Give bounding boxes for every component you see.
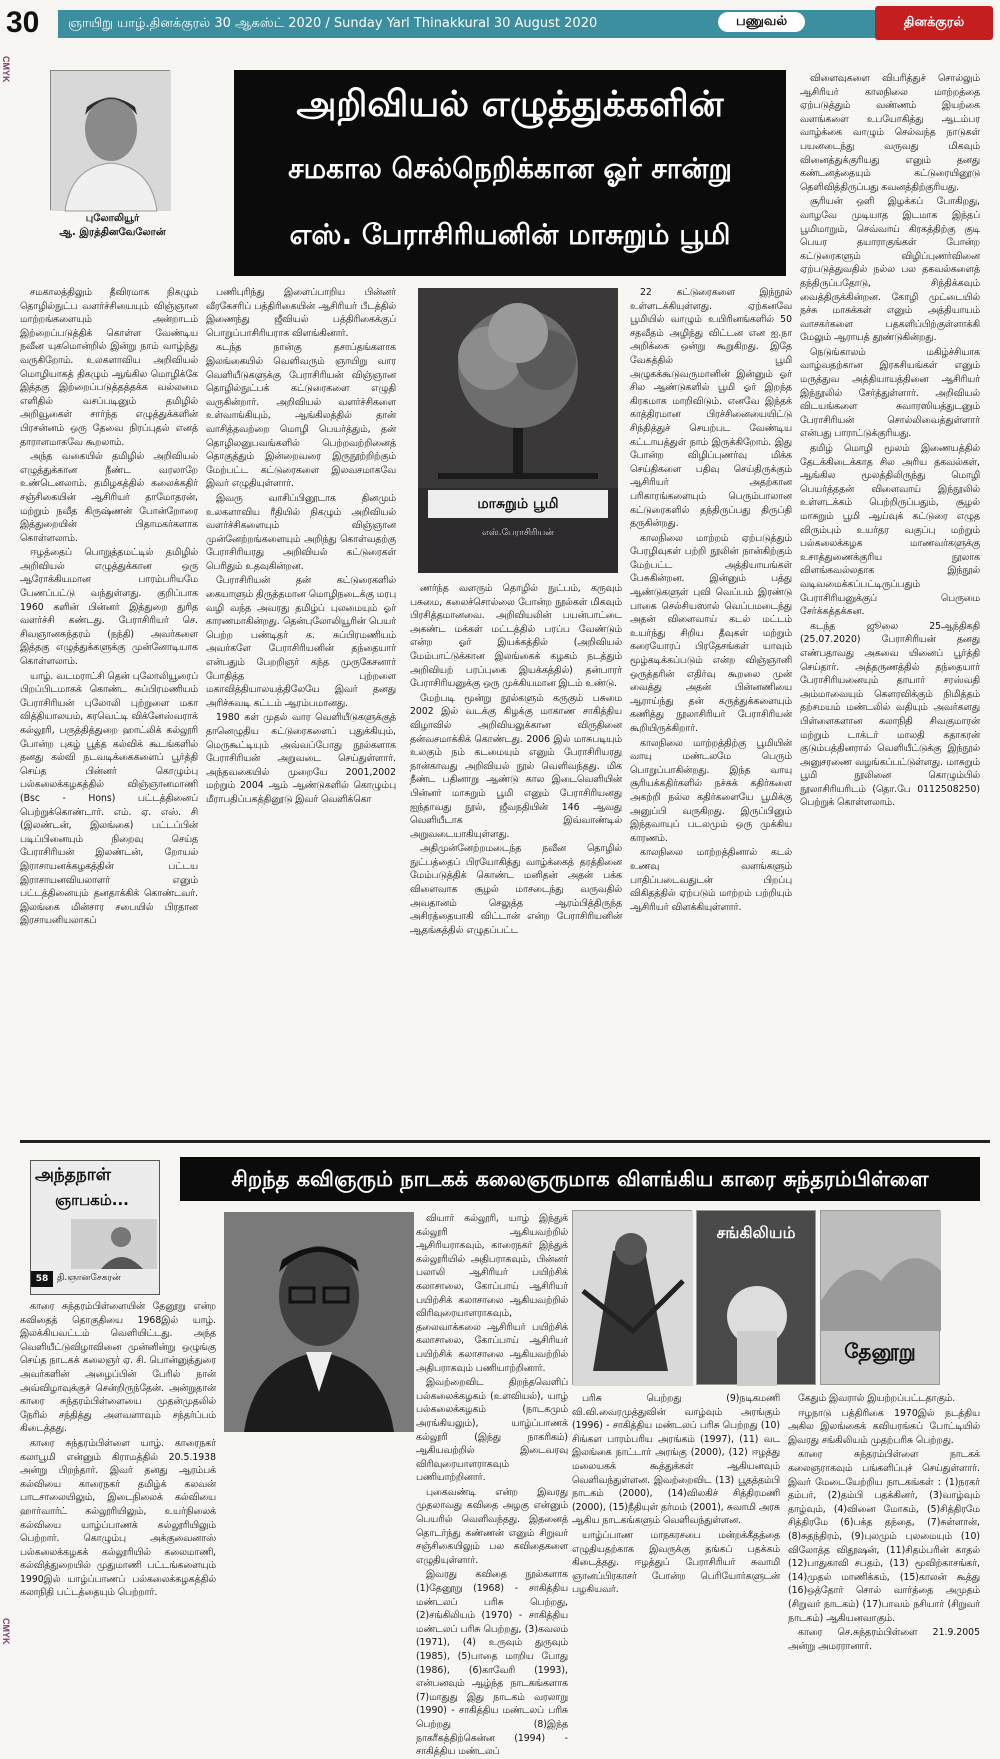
page-header (0, 0, 1000, 54)
article-column (800, 72, 980, 1134)
article-title-line: எஸ். பேராசிரியனின் மாசுறும் பூமி (289, 218, 731, 251)
masthead-logo: தினக்குரல் (875, 6, 993, 40)
article-column (630, 286, 792, 1134)
paragraph: யாழ். வடமராட்சி தென் புலோலியூரைப் பிறப்பிடமாகக் கொண்ட சுப்பிரமணியம் பேராசிரியன் புலோலி புற்றுளை மகா வித்தியாலயம், கரவெட்டி விக்னேஸ்வராக் கல்லூரி, பருத்தித்துறை ஹாட்லிக் கல்லூரி போன்ற புகழ் பூத்த கல்விக் கூடங்களில் தனது கல்வி நடவடிக்கைகளைப் பூர்த்தி செய்த பின்னர் கொழும்பு பல்கலைக்கழகத்தில் விஞ்ஞானமாணி (Bsc - Hons) பட்டத்தினைப் பெற்றுக்கொண்டார். எம். ஏ. எஸ். சி (இலண்டன், இலங்கை) பட்டப்பின் படிப்பினையும் நிறைவு செய்த பேராசிரியன் இலண்டன், றோயல் இராசாயனக்கழகத்தின் பட்டய இராசாயனவியலாளர் எனும் பட்டத்தினையும் தனதாக்கிக் கொண்டவர். இலங்கை மின்சார சபையில் பிரதான இரசாயனியலாகப் (20, 670, 198, 927)
paragraph: நெடுங்காலம் மகிழ்ச்சியாக வாழ்வதற்கான இரகசியங்கள் எனும் மருத்துவ அத்தியாயத்தினை ஆசிரியர் இந்நூலில் சேர்த்துள்ளார். அறிவியல் விடயங்களை சுவாரஸியத்துடனும் பேராசிரியன் சொல்லிவைத்துள்ளார் என்பது பாராட்டுக்குரியது. (800, 346, 980, 440)
paragraph: வியார் கல்லூரி, யாழ் இந்துக் கல்லூரி ஆகியவற்றில் ஆசிரியராகவும், காரைநகர் இந்துக் கல்லூரியில் அதிபராகவும், பின்னர் பலாலி ஆசிரியர் பயிற்சிக் கலாசாலை, கோப்பாய் ஆசிரியர் பயிற்சிக் கலாசாலை ஆகியவற்றில் விரிவுரையாளராகவும், தலைவாக்கலை ஆசிரியர் பயிற்சிக் கலாசாலை, கோப்பாய் ஆசிரியர் பயிற்சிக் கலாசாலை ஆகியவற்றில் அதிபராகவும் பணியாற்றினார். (416, 1213, 568, 1374)
section-divider (20, 1140, 990, 1143)
book-title: மாசுறும் பூமி (428, 490, 608, 518)
book-author: எஸ்.பேராசிரியன் (482, 528, 554, 538)
column-logo-line: அந்தநாள் (35, 1165, 112, 1185)
paragraph: இவரு வாசிப்பினூடாக தினமும் உலகளாவிய ரீதியில் நிகழும் அறிவியல் வளர்ச்சிகளையும் விஞ்ஞான முன்னேற்றங்களையும் அறிந்து கொள்வதற்கு பேராசிரியரது அறிவியல் கட்டுரைகள் பெரிதும் உதவுகின்றன. (206, 492, 396, 572)
paragraph: காரை சுந்தரம்பிள்ளை யாழ். காரைநகர் கலாபூமி என்னும் கிராமத்தில் 20.5.1938 அன்று பிறந்தார். இவர் தனது ஆரம்பக் கல்வியை காரைநகர் தமிழ்க் கலவன் பாடசாலையிலும், இடைநிலைக் கல்வியை ஹார்வார்ட் கல்லூரியிலும், உயர்நிலைக் கல்வியை யாழ்ப்பாணக் கல்லூரியிலும் பெற்றார். கொழும்பு அக்குவைனாஸ் பல்கலைக்கழகக் கல்லூரியில் கலைமாணி, கல்வித்துறையில் முதுமாணி பட்டங்களையும் 1990இல் யாழ்ப்பாணப் பல்கலைக்கழகத்தில் கலாநிதி பட்டத்தையும் பெற்றார். (20, 1437, 216, 1599)
article-title-line: அறிவியல் எழுத்துக்களின் (296, 84, 724, 125)
article-column (572, 1392, 780, 1672)
paragraph: ணர்ந்த வளரும் தொழில் நுட்பம், கருவும் பசுமை, கலைச்சொல்லை போன்ற நூல்கள் மிகவும் பிரசித்தமானவை. அறிவியலின் பயன்பாட்டை அகண்ட மக்கள் மட்டத்தில் பரப்ப வேண்டும் என்ற ஓர் இயக்கத்தில் (அறிவியல் மேம்பாட்டுக்கான இலங்கைக் கழகம் நடத்தும் அறிவியற் பரப்புகை இயக்கத்தில்) தன்பாரர் பேராசிரியனுக்கு ஒரு முக்கியமான இடம் உண்டு. (410, 583, 622, 690)
paragraph: 1980 கள் முதல் வார வெளியீடுகளுக்குத் தானெழுதிய கட்டுரைகளைப் புதுக்கியும், மெருகூட்டியும் அவ்வப்போது நூல்களாக பேராசிரியன் அறுவடை செய்துள்ளார். அந்தவகையில் முறையே 2001,2002 மற்றும் 2004 ஆம் ஆண்டுகளில் கொழும்பு மீராபதிப்பகத்தினூடு இவர் வெளிக்கொ (206, 712, 396, 805)
paragraph: அதிமுன்னேற்றமடைந்த நவீன தொழில் நுட்பத்தைப் பிரயோகித்து வாழ்க்கைத் தரத்தினை மேம்படுத்திக் கொண்ட மனிதன் அதன் பக்க விளைவாக சூழல் மாசடைந்து வருவதில் அவதானம் செலுத்த ஆரம்பித்திருந்த அசிரத்தையாகி விட்டான் என்ற பேராசிரியனின் ஆதங்கத்தில் எழுதப்பட்ட (410, 843, 622, 936)
paragraph: இவரது கவிதை நூல்களாக (1)தேனூறு (1968) - சாகித்திய மண்டலப் பரிசு பெற்றது, (2)சங்கிலியம் (1970) - சாகித்திய மண்டலப் பரிசு பெற்றது, (3)கவலம் (1971), (4) உருவும் துருவும் (1985), (5)பாதை மாறிய போது (1986), (6)காவேரி (1993), என்பனவும் ஆழ்ந்த நாடகங்களாக (7)மாதுது இது நாடகம் வரலாறு (1990) - சாகித்திய மண்டலப் பரிசு பெற்றது (8)இந்த நாகரீகத்திற்கென்ன (1994) - சாகித்திய மண்டலப் (416, 1569, 568, 1758)
dateline: ஞாயிறு யாழ்.தினக்குரல் 30 ஆகஸ்ட் 2020 / Sunday Yarl Thinakkural 30 August 2020 (68, 16, 598, 31)
paragraph: கடந்த ஜூலை 25ஆந்திகதி (25.07.2020) பேராசிரியன் தனது எண்பதாவது அகவை யினைப் பூர்த்தி செய்தார். அத்தருணத்தில் தந்தையார் பேராசிரியனையும் தாயார் சரஸ்வதி அம்மாவையும் கௌரவிக்கும் நிமித்தம் தற்சமயம் மண்டலில் வதியும் அவர்களது பிள்ளைகளான கலாநிதி சிவகுமாரன் மற்றும் டாக்டர் மாலதி கதாகரன் குடும்பத்தினரால் வெளியீட்டுக்கு இந்நூல் அனுசரணை வழங்கப்பட்டுள்ளது. மாசுறும் பூமி நூலினை கொழும்பில் நூலாசிரியரிடம் (தொ.பே 0112508250) பெற்றுக் கொள்ளலாம். (800, 620, 980, 809)
paragraph: பணிபுரிந்து இளைப்பாறிய பின்னர் வீரகேசரிப் பத்திரிகையின் ஆசிரியர் பீடத்தில் இணைந்து ஜீவியல் பத்திரிகைக்குப் பொறுப்பாசிரியராக விளங்கினார். (206, 287, 396, 339)
paragraph: யாழ்ப்பாண மாநகரசபை மன்றக்கீதத்தை எழுதியதற்காக இவருக்கு தங்கப் பதக்கம் கிடைத்தது. ஈழத்துப் பேராசிரியர் சுவாமி ஞானப்பிரகாசர் போன்ற பெரியோர்களுடன் பழகியவர். (572, 1529, 780, 1596)
paragraph: கேதும் இவரால் இயற்றப்பட்டதாகும். (798, 1393, 956, 1404)
book-cover (696, 1210, 816, 1385)
paragraph: இவற்றைவிட திறந்தவெளிப் பல்கலைக்கழகம் (உளவியல்), யாழ் பல்கலைக்கழகம் (நாடகமும் அரங்கியலும்), யாழ்ப்பாணக் கல்லூரி (இந்து நாகரிகம்) ஆகியவற்றில் இடைவரவு விரிவுரையாளராகவும் பணியாற்றினார். (416, 1377, 568, 1484)
author-photo (50, 70, 170, 210)
paragraph: கடந்த நான்கு தசாப்தங்களாக இலங்கையில் வெளிவரும் ஞாயிறு வார வெளியீடுகளுக்கு பேராசிரியன் விஞ்ஞான தொழில்நுட்பக் கட்டுரைகளை எழுதி வருகின்றார். அறிவியல் வளர்ச்சிகளை உள்வாங்கியும், ஆங்கிலத்தில் தான் வாசித்தவற்றை மொழி பெயர்த்தும், தன் தொழிலனுபவங்களில் பெற்றவற்றினைத் தொகுத்தும் இன்றைவரை இருநூற்றிற்கும் மேற்பட்ட கட்டுரைகளை இலவசமாகவே இவர் எழுதியுள்ளார். (206, 342, 396, 490)
book-cover (572, 1210, 692, 1385)
column-logo-line: ஞாபகம்... (55, 1191, 129, 1209)
paragraph: காரை சுந்தரம்பிள்ளையின் தேனூறு என்ற கவிதைத் தொகுதியை 1968இல் யாழ். இலக்கியவட்டம் வெளியிட்டது. அந்த வெளியீட்டுவிழாவினை முன்னின்று ஒழுங்கு செய்த நாடகக் கலைஞர் ஏ. சி. பொன்னுத்துரை அவர்களின் அழைப்பின் பேரில் நான் அவ்விழாவுக்குச் சென்றிருந்தேன். அன்றுதான் காரை சுந்தரம்பிள்ளையை முதன்முதலில் நேரில் சந்தித்து அளவளாவும் சந்தர்ப்பம் கிடைத்தது. (20, 1301, 216, 1435)
article-column (206, 286, 396, 1134)
paragraph: தமிழ் மொழி மூலம் இணையத்தில் தேடக்கிடைக்காத சில அரிய தகவல்கள், ஆங்கில மூலத்திலிருந்து மொழி பெயர்த்ததன் விளைவாய் இந்நூலில் உள்ளடக்கம் பெற்றிருப்பதும், சூழல் மாசுறும் பூமி ஆய்வுக் கட்டுரை எழுத விரும்பும் உயர்தர வகுப்பு மற்றும் பல்கலைக்கழக மாணவர்களுக்கு உசாத்துணைக்குரிய நூலாக விளங்கவல்லதாக இந்நூல் வடிவமைக்கப்பட்டிருப்பதும் பேராசிரியனுக்குப் பெருமை சேர்க்கத்தக்கன. (800, 443, 980, 618)
paragraph: ஈழத்தைப் பொறுத்தமட்டில் தமிழில் அறிவியல் எழுத்துக்கான ஒரு ஆரோக்கியமான பாரம்பரியமே பேணப்பட்டு வந்துள்ளது. குறிப்பாக 1960 களின் பின்னர் இத்துறை துரித வளர்ச்சி கண்டது. பேராசிரியர் செ. சிவஞானசுந்தரம் (நந்தி) அவர்களை இத்தகு எழுத்துக்களுக்கு முன்னோடியாக கொள்ளலாம். (20, 547, 198, 668)
paragraph: ஈழநாடு பத்திரிகை 1970இல் நடத்திய அகில இலங்கைக் கவியரங்கப் போட்டியில் இவரது சங்கிலியம் முதற்பரிசு பெற்றது. (788, 1407, 980, 1446)
paragraph: காலநிலை மாற்றம் ஏற்படுத்தும் பேரழிவுகள் பற்றி நூலின் நான்கிற்கும் மேற்பட்ட அத்தியாயங்கள் பேசுகின்றன. இன்னும் பத்து ஆண்டுகளுள் புவி வெப்பம் இரண்டு பாகை செல்சியஸால் வெப்பமடைந்து அதன் விளைவாய் கடல் மட்டம் உயர்ந்து சிறிய தீவுகள் மற்றும் கரையோரப் பிரதேசங்கள் யாவும் மூழ்கடிக்கப்படும் என்ற விஞ்ஞானி ஒருத்தரின் எதிர்வு கூறலை முன் வைத்து அதன் பின்னணியை ஆராய்ந்து தன் கருத்துக்களையும் கணித்து நூலாசிரியர் பேராசிரியன் கூறியிருக்கிறார். (630, 532, 792, 734)
paragraph: பேராசிரியன் தன் கட்டுரைகளில் கையாளும் திருத்தமான மொழிநடைக்கு மரபு வழி வந்த அவரது தமிழ்ப் புலமையும் ஓர் காரணமாகின்றது. தென்புலோலியூரின் பெயர் பெற்ற பண்டிதர் க. சுப்பிரமணியம் அவர்களே பேராசிரியனின் தந்தையார் என்பதும் பேறறிஞர் கந்த முருகேசனார் போதித்த புற்றளை மகாவித்தியாலயத்திலேயே இவர் தனது அரிச்சுவடி கட்டம் ஆரம்பமானது. (206, 575, 396, 709)
paragraph: 22 கட்டுரைகளை இந்நூல் உள்ளடக்கியுள்ளது. ஏற்கனவே பூமியில் வாழும் உயிரினங்களில் 50 சதவீதம் அழிந்து விட்டன என ஐ.நா அறிக்கை ஒன்று கூறுகிறது. இதே வேகத்தில் பூமி அழுகக்கூடுவருமானின் இன்னும் ஓர் சில ஆண்டுகளில் பூமி ஓர் இறந்த கிரகமாக மாறிவிடும். எனவே இந்தக் காத்திரமான பிரச்சினையையிட்டு சிந்தித்துச் செயற்பட வேண்டிய கட்டாயத்துள் நாம் இருக்கிறோம். இது போன்ற விழிப்புணர்வு மிக்க செய்திகளை பதிவு செய்திருக்கும் ஆசிரியர் அதற்கான பரிகாரங்களையும் பெரும்பாலான கட்டுரைகளில் தந்திருப்பது திருப்தி தருகின்றது. (630, 287, 792, 530)
paragraph: பரிசு பெற்றது (9)நடிகமணி வி.வி.வைரமுத்துவின் வாழ்வும் அரங்கும் (1996) - சாகித்திய மண்டலப் பரிசு பெற்றது (10) சிங்கள பாரம்பரிய அரங்கம் (1997), (11) வட இலங்கை நாட்டார் அரங்கு (2000), (12) ஈழத்து மலையகக் கூத்துக்கள் ஆகியனவும் வெளிவந்துள்ளன. இவற்றைவிட (13) பூதத்தம்பி நாடகம் (2000), (14)விலகிச் சித்திரமணி (2000), (15)நீதியுள் தர்மம் (2001), சுவாமி அரசு ஆகிய நாடகங்களும் வெளிவந்துள்ளன. (572, 1393, 780, 1527)
dateline-strip (58, 10, 928, 38)
paragraph: மேற்படி மூன்று நூல்களும் கருகும் பசுமை 2002 இல் வடக்கு கிழக்கு மாகாண சாகித்திய விழாவில் அறிவியலுக்கான விருதினை தன்வசமாக்கிக் கொண்டது. 2006 இல் மாசுபடியும் உலகும் நம் கடமையும் எனும் பேராசிரியரது நான்காவது அறிவியல் நூல் வெளிவந்தது. மிக நீண்ட பதினாறு ஆண்டு கால இடைவெளியின் பின்னர் மாசுறும் பூமி எனும் பேராசிரியனது ஐந்தாவது நூல், ஜீவநதியின் 146 ஆவது வெளியீடாக இவ்வாண்டில் அறுவடையாகியுள்ளது. (410, 692, 622, 840)
author-caption-line: ஆ. இரத்தினவேலோன் (59, 227, 166, 238)
book-cover (418, 288, 618, 573)
author-caption-line: புலோலியூர் (85, 213, 140, 224)
article-title-line: சமகால செல்நெறிக்கான ஓர் சான்று (288, 152, 732, 185)
article-column (788, 1392, 980, 1672)
paragraph: சமகாலத்திலும் தீவிரமாக நிகழும் தொழில்நுட்ப வளர்ச்சியையும் விஞ்ஞான மாற்றங்களையும் அன்றாடம் இற்றைப்படுத்திக் கொள்ள வேண்டிய நவீன யுகமொன்றில் இன்று நாம் வாழ்ந்து வருகிறோம். உலகளாவிய அறிவியல் மொழியாகத் திகழும் ஆங்கில மொழிக்கே இத்தகு இற்றைப்படுத்தத்தக்க வல்லமை எளிதில் வசப்படினும் தமிழில் அறிவூகைள் சார்ந்த எழுத்துக்களின் பிரசன்னம் ஒரு தேவை நிரப்புதல் எனத் தாராளமாகவே கூறலாம். (20, 287, 198, 448)
book-cover (820, 1210, 940, 1385)
article-column (20, 286, 198, 1134)
paragraph: புகைவண்டி என்ற இவரது முதலாவது கவிதை அழகு என்னும் பெயரில் வெளிவந்தது. இதனைத் தொடர்ந்து கண்ணன் எனும் சிறுவர் சஞ்சிகையிலும் பல கவிதைகளை எழுதியுள்ளார். (416, 1486, 568, 1566)
paragraph: காலநிலை மாற்றத்தினால் கடல் உணவு வளங்களும் பாதிப்படைவதுடன் பிறப்பு விகிதத்தில் ஏற்படும் மாற்றம் பற்றியும் ஆசிரியர் விளக்கியுள்ளார். (630, 847, 792, 913)
section-label: பணுவல் (718, 12, 805, 32)
subject-photo (224, 1212, 414, 1432)
article-column (20, 1300, 216, 1670)
paragraph: அந்த வகையில் தமிழில் அறிவியல் எழுத்துக்கான நீண்ட வரலாறே உண்டெனலாம். தமிழகத்தில் கலைக்கதிர் சஞ்சிகையின் ஆசிரியர் தாமோதரன், மற்றும் நவீத கிருஷ்ணன் போன்றோரை இத்துறையின் பிதாமகர்களாக கொள்ளலாம். (20, 451, 198, 544)
book-title: தேனூறு (844, 1339, 916, 1363)
author-caption (45, 212, 180, 240)
article-column (416, 1212, 568, 1758)
cmyk-mark: CMYK (1, 1618, 11, 1645)
page-number: 30 (6, 6, 40, 39)
paragraph: விளைவுகளை விபரித்துச் சொல்லும் ஆசிரியர் காலநிலை மாற்றத்தை ஏற்படுத்தும் வண்ணம் இயற்கை வளங்களை உபயோகித்து ஆடம்பர வாழ்க்கை வாழும் செல்வந்த நாடுகள் பயனடைந்து வருவது மிகவும் வினைத்துக்குரியது எனும் தனது கண்டனத்தையும் கட்டுரையினூடு தெளிவித்திருப்பது கவனத்திற்குரியது. (800, 73, 980, 193)
column-number: 58 (31, 1271, 53, 1287)
paragraph: காரை சுந்தரம்பிள்ளை நாடகக் கலைஞராகவும் பங்களிப்புச் செய்துள்ளார். இவர் மேடையேற்றிய நாடகங்கள் : (1)நரகர் தம்பர், (2)தம்பி பதக்கினர், (3)வாழ்வும் தாழ்வும், (4)வினை மோகம், (5)சித்திரமே சித்திரமே (6)பக்த தந்தை, (7)சுள்ளான், (8)சுதந்திரம், (9)புலமும் புலமையும் (10) விலோத்த விதூஷன், (11)சிதம்பரின் காதல் (12)பாதுகாவி சபதம், (13) மூவிற்காசங்கர், (14)முதல் மாணிக்கம், (15)காலன் கூத்து (16)ஒத்தோர் சொல் வார்த்தை அமுதம் (சிறுவர் நாடகம்) (17)பாவம் நசியார் (சிறுவர் நாடகம்) ஆகியனவாகும். (788, 1449, 980, 1624)
column-author: தி.ஞானசேகரன் (57, 1273, 121, 1283)
article-title-box (234, 70, 786, 276)
paragraph: காரை செ.சுந்தரம்பிள்ளை 21.9.2005 அன்று அமரரானார். (788, 1627, 980, 1652)
column-logo (30, 1160, 160, 1295)
paragraph: காலநிலை மாற்றத்திற்கு பூமியின் வாயு மண்டலமே பெரும் பொறுப்பாகின்றது. இந்த வாயு சூரியக்கதிர்களில் நச்சுக் கதிர்களை அகற்றி நல்ல கதிர்களையே பூமிக்கு அனுப்பி வருகிறது. இருப்பினும் இந்தவாயுப் படலமும் ஒரு முக்கிய காரணம். (630, 737, 792, 844)
article-column (410, 582, 622, 1134)
cmyk-mark: CMYK (1, 56, 11, 83)
paragraph: சூரியன் ஒளி இழக்கப் போகிறது, வாழவே முடியாத இடமாக இந்தப் பூமிமாறும், செவ்வாய் கிரகத்திற்கு குடி பெயர தயாராகுங்கள் போன்ற கட்டுரைகளும் விழிப்புணர்வினை ஏற்படுத்துவதில் நல்ல பல தகவல்களைத் தந்திருப்பதோடு, சிந்திக்கவும் வைத்திருக்கின்றன. கோழி முட்டையில் நச்சு மாசுக்கள் எனும் அத்தியாயம் வாசகர்களை பதகளிப்பிற்குள்ளாக்கி மேலும் ஆராயத் தூண்டுகின்றது. (800, 196, 980, 344)
article-title: சிறந்த கவிஞரும் நாடகக் கலைஞருமாக விளங்கிய காரை சுந்தரம்பிள்ளை (180, 1157, 980, 1201)
book-title: சங்கிலியம் (716, 1223, 796, 1242)
